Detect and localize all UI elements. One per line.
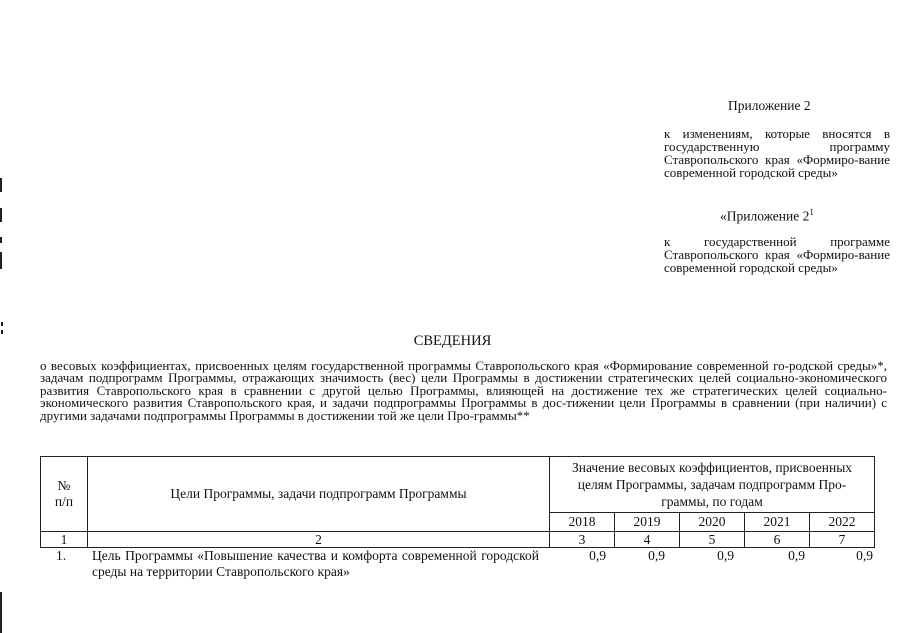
scan-mark bbox=[0, 208, 2, 222]
row-goal-text: Цель Программы «Повышение качества и комфорта современной городской среды на территории Ставропольского края» bbox=[92, 548, 539, 579]
scan-mark bbox=[0, 237, 2, 243]
row-number: 1. bbox=[56, 548, 67, 563]
scan-mark bbox=[0, 592, 2, 633]
intro-paragraph: о весовых коэффициентах, присвоенных целям государственной программы Ставропольского края «Формирование современной го-родской среды»*, задачам подпрограмм Программы, отражающих значимость (вес) цели Программы в достижении стратегических целей социально-экономического развития Ставропольского края в сравнении с другой целью Программы, влияющей на достижение тех же стратегических целей социально-экономического развития Ставропольского края, и задачи подпрограммы Программы в дос-тижении цели Программы в сравнении (при наличии) с другими задачами подпрограммы Программы в достижении той же цели Про-граммы** bbox=[40, 358, 887, 423]
year-cell: 2019 bbox=[615, 513, 680, 532]
year-cell: 2018 bbox=[550, 513, 615, 532]
appendix2-label bbox=[720, 207, 814, 225]
index-cell: 4 bbox=[615, 532, 680, 548]
year-cell: 2022 bbox=[810, 513, 875, 532]
col-header-weights: Значение весовых коэффициентов, присвоенных целям Программы, задачам подпрограмм Про-граммы, по годам bbox=[550, 457, 875, 513]
index-cell: 2 bbox=[88, 532, 550, 548]
document-title: СВЕДЕНИЯ bbox=[413, 333, 492, 349]
year-cell: 2021 bbox=[745, 513, 810, 532]
row-value-2018: 0,9 bbox=[589, 548, 606, 563]
index-cell: 6 bbox=[745, 532, 810, 548]
program-note: к государственной программе Ставропольского края «Формиро-вание современной городской среды» bbox=[664, 234, 890, 275]
table-index-row bbox=[41, 532, 875, 548]
scan-mark bbox=[1, 322, 3, 326]
row-value-2020: 0,9 bbox=[717, 548, 734, 563]
col-header-number bbox=[41, 457, 88, 532]
index-cell: 3 bbox=[550, 532, 615, 548]
scan-mark bbox=[0, 252, 2, 269]
appendix2-superscript: 1 bbox=[809, 207, 814, 217]
row-value-2022: 0,9 bbox=[856, 548, 873, 563]
index-cell: 7 bbox=[810, 532, 875, 548]
scan-mark bbox=[0, 178, 2, 192]
index-cell: 1 bbox=[41, 532, 88, 548]
appendix2-text: «Приложение 2 bbox=[720, 208, 810, 224]
year-cell: 2020 bbox=[680, 513, 745, 532]
changes-note: к изменениям, которые вносятся в государственную программу Ставропольского края «Формиро-вание современной городской среды» bbox=[664, 126, 890, 180]
index-cell: 5 bbox=[680, 532, 745, 548]
table-header-row bbox=[41, 457, 875, 513]
weights-table bbox=[40, 456, 875, 548]
appendix-title: Приложение 2 bbox=[728, 98, 811, 113]
col-header-number-text: № п/п bbox=[54, 478, 74, 509]
col-header-goals: Цели Программы, задачи подпрограмм Программы bbox=[88, 457, 550, 532]
row-value-2019: 0,9 bbox=[648, 548, 665, 563]
row-value-2021: 0,9 bbox=[788, 548, 805, 563]
